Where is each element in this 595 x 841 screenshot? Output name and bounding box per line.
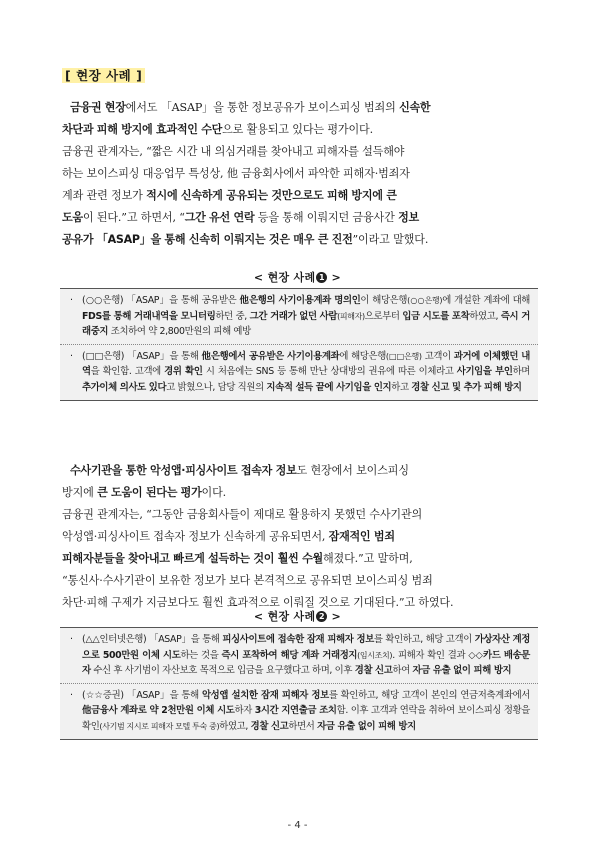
paragraph-2-line-4: 악성앱·피싱사이트 접속자 정보가 신속하게 공유되면서, 잠재적인 범죄 bbox=[62, 530, 395, 543]
paragraph-2-line-6: “통신사·수사기관이 보유한 정보가 보다 본격적으로 공유되면 보이스피싱 범죄 bbox=[62, 574, 433, 587]
paragraph-2-line-3: 금융권 관계자는, “그동안 금융회사들이 제대로 활용하지 못했던 수사기관의 bbox=[62, 508, 423, 521]
page-number: - 4 - bbox=[287, 820, 308, 831]
case-1-item-2: · (□□은행) 「ASAP」을 통해 他은행에서 공유받은 사기이용계좌에 해당은행(□□은행) 고객이 과거에 이체했던 내역을 확인함. 고객에 경위 확인 시 처음에는 SNS 등 통해 만난 상대방의 권유에 따른 이체라고 사기임을 부인하며 추가이체 의사도 있다고 밝혔으나, 담당 직원의 지속적 설득 끝에 사기임을 인지하고 경찰 신고 및 추가 피해 방지 bbox=[70, 350, 531, 393]
section-heading-highlight: [ 현장 사례 ] bbox=[62, 68, 145, 83]
case-1-box bbox=[60, 288, 538, 401]
paragraph-2-line-5: 피해자분들을 찾아내고 빠르게 설득하는 것이 훨씬 수월해졌다.”고 말하며, bbox=[62, 552, 413, 565]
case-2-box bbox=[60, 627, 538, 740]
paragraph-2 bbox=[62, 460, 536, 614]
case-1-title: < 현장 사례 1 > bbox=[253, 271, 342, 284]
paragraph-1-line-6: 도움이 된다.”고 하면서, “그간 유선 연락 등을 통해 이뤄지던 금융사간 정보 bbox=[62, 211, 419, 224]
paragraph-1-line-5: 계좌 관련 정보가 적시에 신속하게 공유되는 것만으로도 피해 방지에 큰 bbox=[62, 189, 397, 202]
paragraph-2-line-7: 차단·피해 구제가 지금보다도 훨씬 효과적으로 이뤄질 것으로 기대된다.”고 하였다. bbox=[62, 596, 454, 609]
bullet-icon: · bbox=[70, 634, 73, 645]
paragraph-2-line-2: 방지에 큰 도움이 된다는 평가이다. bbox=[62, 486, 227, 499]
bullet-icon: · bbox=[70, 689, 73, 701]
paragraph-1-line-2: 차단과 피해 방지에 효과적인 수단으로 활용되고 있다는 평가이다. bbox=[62, 123, 373, 136]
paragraph-1-line-4: 하는 보이스피싱 대응업무 특성상, 他 금융회사에서 파악한 피해자·범죄자 bbox=[62, 167, 410, 180]
case-2-item-1: · (△△인터넷은행) 「ASAP」을 통해 피싱사이트에 접속한 잠재 피해자 정보를 확인하고, 해당 고객이 가상자산 계정으로 500만원 이체 시도하는 것을 즉시 포착하여 해당 계좌 거래정지(임시조치). 피해자 확인 결과 ◇◇카드 배송문자 수신 후 사기범이 자산보호 목적으로 입금을 요구했다고 하며, 이후 경찰 신고하여 자금 유출 없이 피해 방지 bbox=[60, 628, 538, 684]
circled-number-1-icon: 1 bbox=[316, 272, 327, 283]
circled-number-2-icon: 2 bbox=[316, 611, 327, 622]
case-1-item-1: · (○○은행) 「ASAP」을 통해 공유받은 他은행의 사기이용계좌 명의인이 해당은행(○○은행)에 개설한 계좌에 대해 FDS를 통해 거래내역을 모니터링하던 중, 그간 거래가 없던 사람(피해자)으로부터 입금 시도를 포착하였고, 즉시 거래중지 조치하여 약 2,800만원의 피해 예방 bbox=[60, 289, 538, 345]
paragraph-1 bbox=[62, 97, 536, 251]
bullet-icon: · bbox=[70, 350, 73, 362]
paragraph-2-line-1: 수사기관을 통한 악성앱·피싱사이트 접속자 정보도 현장에서 보이스피싱 bbox=[70, 464, 409, 477]
case-2-item-2: · (☆☆증권) 「ASAP」을 통해 악성앱 설치한 잠재 피해자 정보를 확인하고, 해당 고객이 본인의 연금저축계좌에서 他금융사 계좌로 약 2천만원 이체 시도하자 3시간 지연출금 조치함. 이후 고객과 연락을 취하여 보이스피싱 정황을 확인(사기범 지시로 피해자 모텔 투숙 중)하였고, 경찰 신고하면서 자금 유출 없이 피해 방지 bbox=[70, 689, 530, 732]
paragraph-1-line-7: 공유가 「ASAP」을 통해 신속히 이뤄지는 것은 매우 큰 진전”이라고 말했다. bbox=[62, 233, 429, 246]
paragraph-1-line-3: 금융권 관계자는, “짧은 시간 내 의심거래를 찾아내고 피해자를 설득해야 bbox=[62, 145, 405, 158]
paragraph-1-line-1: 금융권 현장에서도 「ASAP」을 통한 정보공유가 보이스피싱 범죄의 신속한 bbox=[70, 101, 431, 114]
section-heading bbox=[62, 66, 145, 84]
case-2-title: < 현장 사례 2 > bbox=[253, 610, 342, 623]
bullet-icon: · bbox=[70, 295, 73, 306]
